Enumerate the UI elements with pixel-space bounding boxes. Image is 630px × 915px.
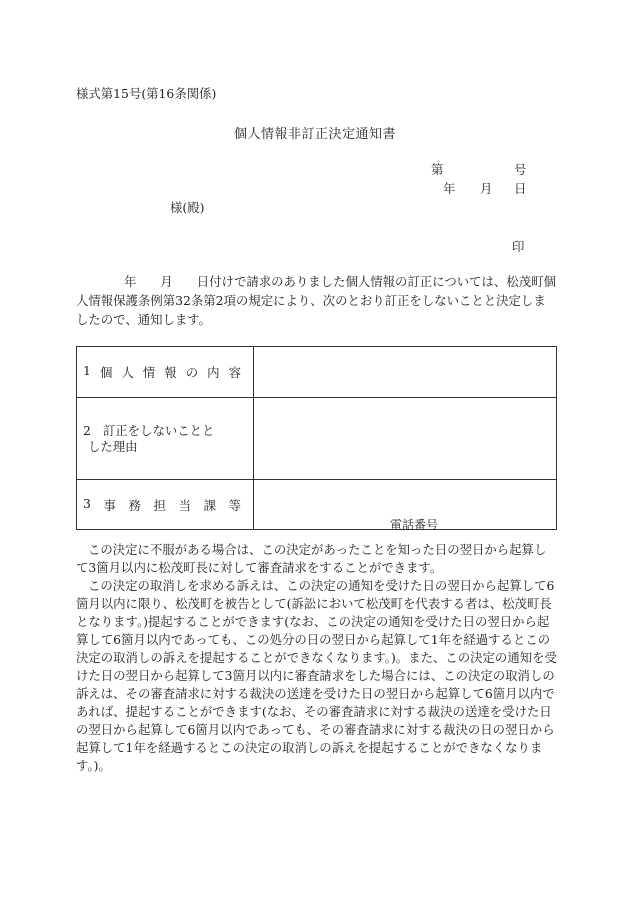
date-day: 日	[514, 181, 527, 196]
intro-paragraph	[76, 272, 558, 329]
date-month: 月	[480, 181, 493, 196]
table-row	[77, 480, 557, 530]
department-label: 3 事 務 担 当 課 等	[77, 480, 254, 530]
phone-number-label: 電話番号	[390, 518, 439, 532]
reason-field[interactable]	[254, 398, 557, 480]
doc-number-prefix: 第	[431, 162, 444, 177]
intro-month: 月	[160, 274, 173, 289]
appeal-note: この決定に不服がある場合は、この決定があったことを知った日の翌日から起算して3箇月以内に松茂町長に対して審査請求をすることができます。	[76, 542, 547, 575]
table-row	[77, 398, 557, 480]
reason-label: 2 訂正をしないことと した理由	[77, 398, 254, 480]
form-number: 様式第15号(第16条関係)	[76, 86, 217, 101]
lawsuit-note: この決定の取消しを求める訴えは、この決定の通知を受けた日の翌日から起算して6箇月以内に限り、松茂町を被告として(訴訟において松茂町を代表する者は、松茂町長となります。)提起することができます(なお、この決定の通知を受けた日の翌日から起算して6箇月以内であっても、この処分の日の翌日から起算して1年を経過するとこの決定の取消しの訴えを提起することができなくなります。)。また、この決定の通知を受けた日の翌日から起算して3箇月以内に審査請求をした場合には、この決定の取消しの訴えは、その審査請求に対する裁決の送達を受けた日の翌日から起算して6箇月以内であれば、提起することができます(なお、その審査請求に対する裁決の送達を受けた日の翌日から起算して6箇月以内であっても、その審査請求に対する裁決の日の翌日から起算して1年を経過するとこの決定の取消しの訴えを提起することができなくなります。)。	[76, 578, 557, 773]
doc-number-suffix: 号	[514, 162, 527, 177]
info-table	[76, 346, 557, 530]
intro-text: 日付けで請求のありました個人情報の訂正については、松茂町個人情報保護条例第32条第2項の規定により、次のとおり訂正をしないことと決定しましたので、通知します。	[76, 274, 556, 327]
personal-info-field[interactable]	[254, 347, 557, 398]
notes-section	[76, 541, 558, 775]
date-year: 年	[443, 181, 456, 196]
seal-mark: 印	[512, 239, 525, 254]
table-row	[77, 347, 557, 398]
personal-info-label: 1 個 人 情 報 の 内 容	[77, 347, 254, 398]
document-title: 個人情報非訂正決定通知書	[233, 127, 396, 142]
intro-year: 年	[124, 274, 137, 289]
department-field[interactable]	[254, 480, 557, 530]
addressee-suffix: 様(殿)	[170, 200, 205, 215]
